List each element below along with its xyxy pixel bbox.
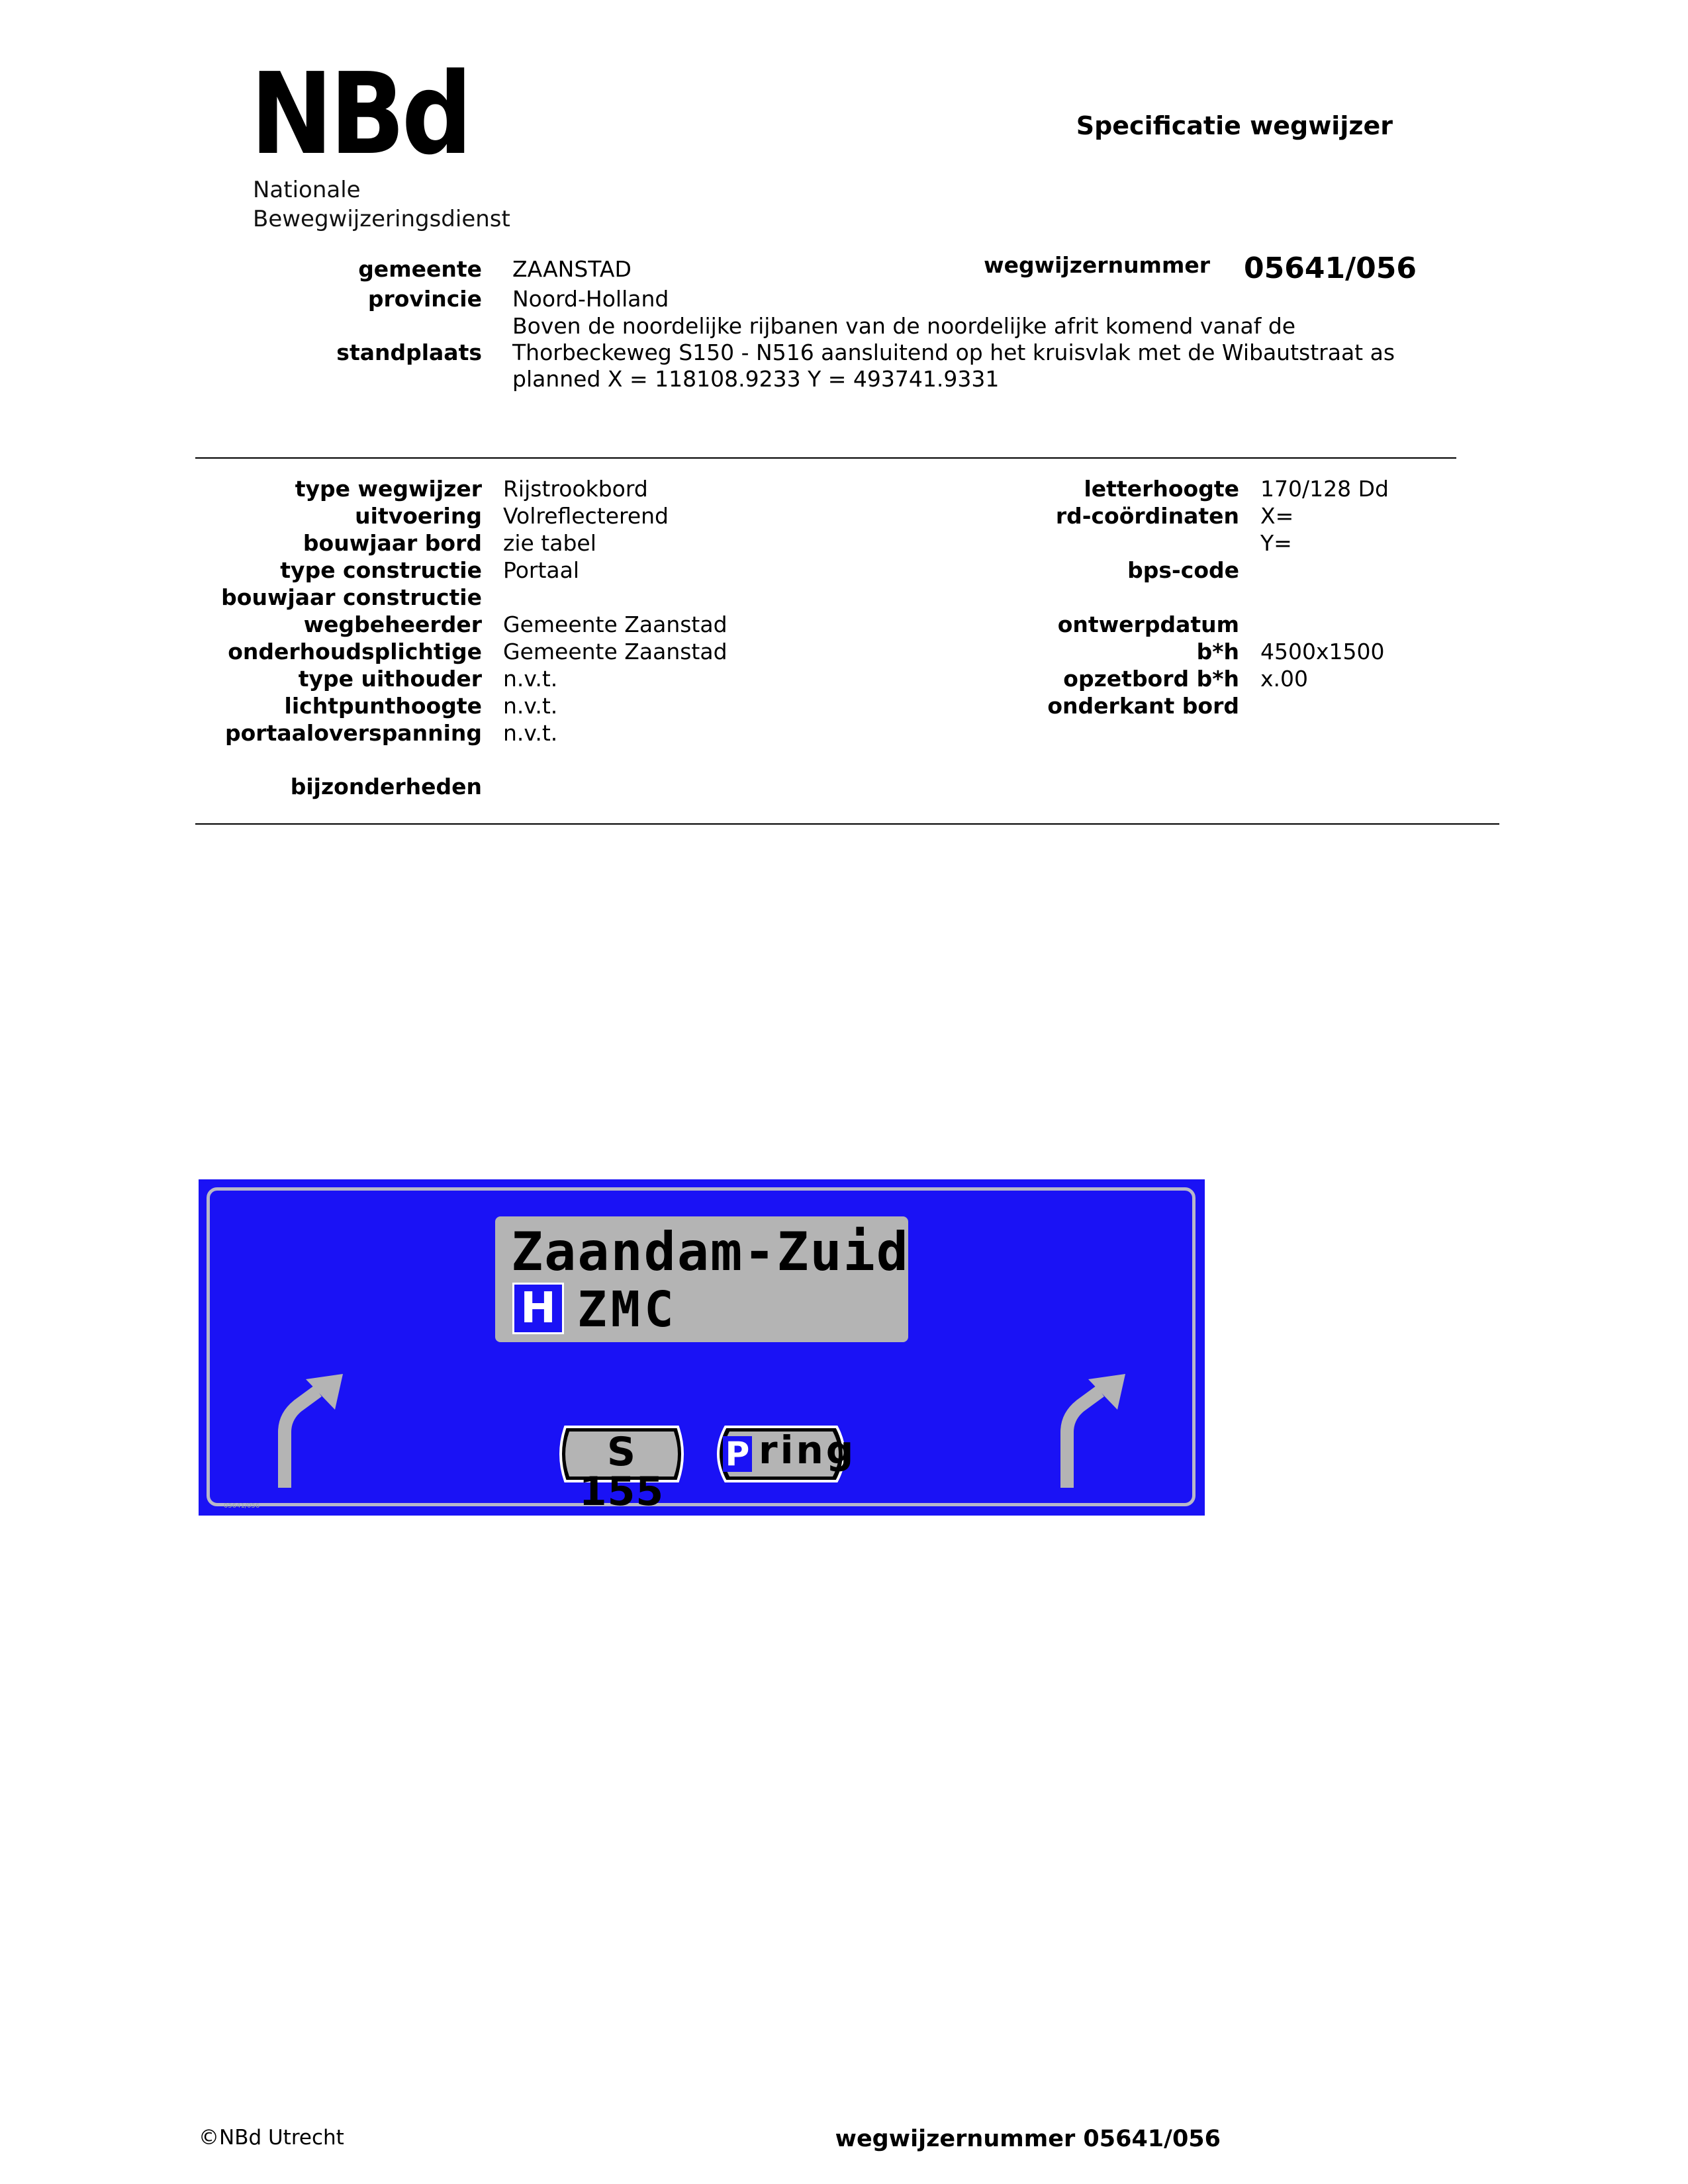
spec-label-ontwerpdatum: ontwerpdatum — [1057, 612, 1239, 637]
hospital-icon: H — [512, 1283, 564, 1334]
bijzonderheden-label: bijzonderheden — [290, 774, 482, 799]
footer-copyright: ©NBd Utrecht — [199, 2126, 344, 2150]
spec-label-portaaloverspanning: portaaloverspanning — [225, 720, 482, 746]
spec-value-lichtpunthoogte: n.v.t. — [503, 693, 558, 719]
standplaats-line-1: Boven de noordelijke rijbanen van de noordelijke afrit komend vanaf de — [512, 313, 1296, 339]
spec-value-bouwjaar-bord: zie tabel — [503, 530, 596, 556]
standplaats-line-2: Thorbeckeweg S150 - N516 aansluitend op het kruisvlak met de Wibautstraat as — [512, 340, 1395, 365]
parking-name: ring — [759, 1428, 857, 1473]
spec-label-uitvoering: uitvoering — [355, 503, 482, 529]
standplaats-line-3: planned X = 118108.9233 Y = 493741.9331 — [512, 366, 1000, 392]
spec-label-bouwjaar-bord: bouwjaar bord — [303, 530, 482, 556]
spec-label-bps-code: bps-code — [1127, 557, 1239, 583]
arrow-up-right-icon — [271, 1371, 351, 1492]
gemeente-label: gemeente — [358, 256, 482, 282]
spec-label-letterhoogte: letterhoogte — [1084, 476, 1239, 502]
spec-label-opzetbord: opzetbord b*h — [1063, 666, 1239, 692]
parking-icon: P — [725, 1435, 750, 1473]
provincie-value: Noord-Holland — [512, 286, 669, 312]
spec-label-type-wegwijzer: type wegwijzer — [295, 476, 482, 502]
spec-value-bxh: 4500x1500 — [1260, 639, 1385, 664]
spec-value-onderhoudsplichtige: Gemeente Zaanstad — [503, 639, 727, 664]
logo-line-2: Bewegwijzeringsdienst — [253, 206, 510, 232]
destination-text: Zaandam-Zuid — [511, 1221, 910, 1283]
spec-value-letterhoogte: 170/128 Dd — [1260, 476, 1389, 502]
route-shield-text: S 155 — [579, 1429, 665, 1515]
spec-label-bxh: b*h — [1196, 639, 1239, 664]
provincie-label: provincie — [367, 286, 482, 312]
spec-value-portaaloverspanning: n.v.t. — [503, 720, 558, 746]
spec-value-rd-y: Y= — [1260, 530, 1292, 556]
arrow-up-right-icon — [1054, 1371, 1133, 1492]
spec-label-type-uithouder: type uithouder — [298, 666, 482, 692]
hospital-name: ZMC — [577, 1281, 678, 1338]
sign-code: 05641/056 — [224, 1502, 260, 1510]
spec-label-onderhoudsplichtige: onderhoudsplichtige — [228, 639, 482, 664]
nbd-logo: NBd — [250, 49, 469, 180]
spec-value-rd-x: X= — [1260, 503, 1294, 529]
spec-value-type-wegwijzer: Rijstrookbord — [503, 476, 648, 502]
logo-line-1: Nationale — [253, 177, 361, 203]
spec-label-type-constructie: type constructie — [280, 557, 482, 583]
spec-value-wegbeheerder: Gemeente Zaanstad — [503, 612, 727, 637]
spec-label-lichtpunthoogte: lichtpunthoogte — [284, 693, 482, 719]
divider-bottom — [195, 823, 1499, 825]
footer-number: wegwijzernummer 05641/056 — [835, 2126, 1221, 2152]
wegwijzernummer-label: wegwijzernummer — [984, 252, 1210, 278]
spec-label-wegbeheerder: wegbeheerder — [303, 612, 482, 637]
spec-label-rd-coordinaten: rd-coördinaten — [1055, 503, 1239, 529]
spec-value-uitvoering: Volreflecterend — [503, 503, 669, 529]
spec-label-onderkant-bord: onderkant bord — [1047, 693, 1239, 719]
wegwijzernummer-value: 05641/056 — [1244, 251, 1417, 285]
spec-label-bouwjaar-constructie: bouwjaar constructie — [221, 584, 482, 610]
page-title: Specificatie wegwijzer — [1076, 111, 1393, 140]
divider-top — [195, 457, 1456, 459]
standplaats-label: standplaats — [336, 340, 482, 365]
spec-value-type-constructie: Portaal — [503, 557, 580, 583]
spec-value-type-uithouder: n.v.t. — [503, 666, 558, 692]
spec-value-opzetbord: x.00 — [1260, 666, 1309, 692]
gemeente-value: ZAANSTAD — [512, 256, 632, 282]
